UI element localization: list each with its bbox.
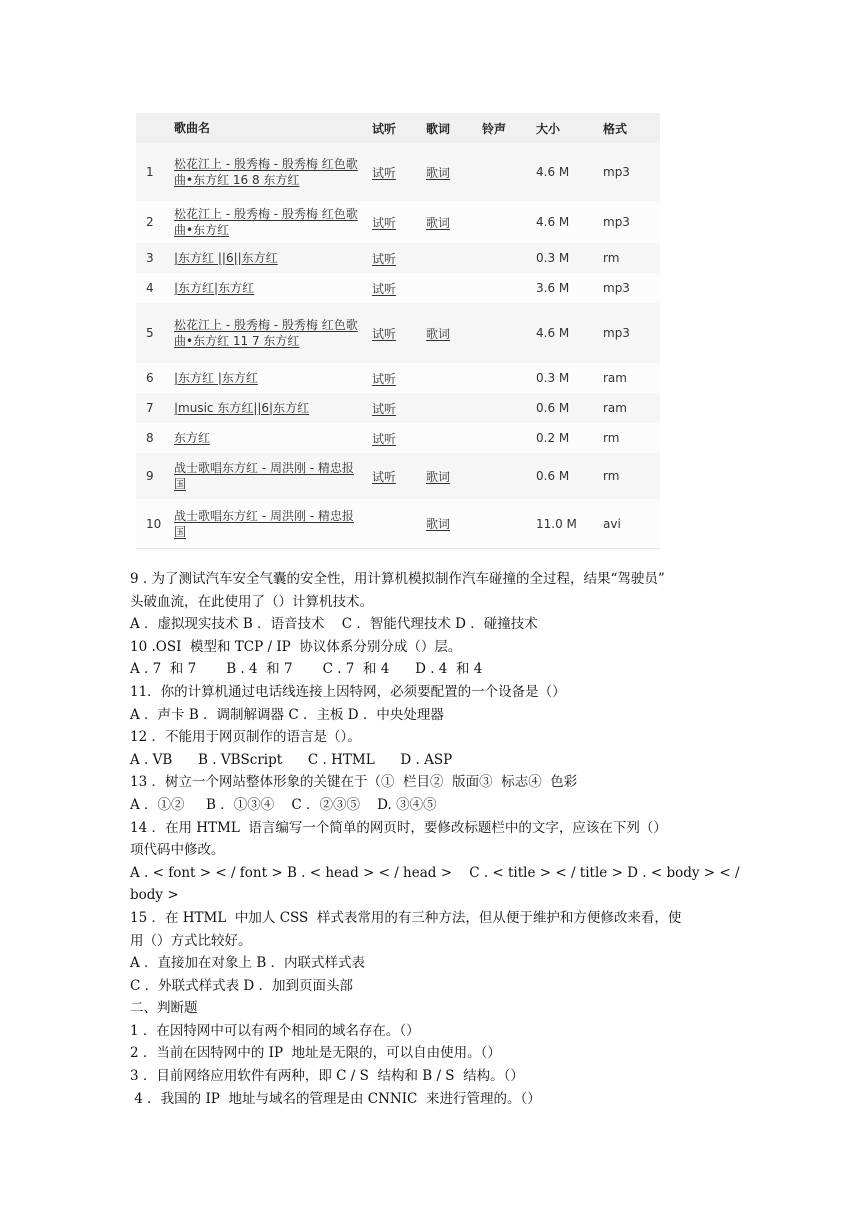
- ringtone-cell: [482, 393, 522, 423]
- lyrics-link[interactable]: [426, 143, 470, 201]
- text-line: A ．直接加在对象上 B ．内联式样式表: [130, 955, 366, 972]
- header-ringtone: 铃声: [482, 121, 507, 136]
- format-cell: rm: [603, 251, 620, 265]
- header-format: 格式: [603, 121, 628, 136]
- format-cell: ram: [603, 371, 627, 385]
- listen-link[interactable]: [372, 393, 416, 423]
- ringtone-cell: [482, 423, 522, 453]
- table-row: [136, 423, 660, 454]
- ringtone-cell: [482, 363, 522, 393]
- header-size: 大小: [536, 121, 561, 136]
- song-name-link-text[interactable]: |music 东方红||6|东方红: [174, 401, 310, 415]
- text-line: A . 7 和 7 B . 4 和 7 C . 7 和 4 D . 4 和 4: [130, 661, 483, 678]
- song-name-link-text[interactable]: 战士歌唱东方红 - 周洪刚 - 精忠报国: [174, 461, 354, 491]
- header-listen: 试听: [372, 121, 397, 136]
- song-name-link[interactable]: [174, 143, 360, 201]
- song-name-link[interactable]: [174, 363, 360, 393]
- size-cell: 0.3 M: [536, 251, 570, 265]
- row-number: 4: [146, 281, 154, 295]
- lyrics-link: [426, 423, 470, 453]
- text-line: 头破血流，在此使用了（）计算机技术。: [130, 593, 373, 610]
- text-line: 项代码中修改。: [130, 842, 225, 859]
- lyrics-link-text[interactable]: 歌词: [426, 517, 451, 531]
- ringtone-cell: [482, 143, 522, 201]
- table-row: [136, 143, 660, 202]
- listen-link[interactable]: [372, 273, 416, 303]
- listen-link[interactable]: [372, 243, 416, 273]
- song-name-link[interactable]: [174, 201, 360, 243]
- table-header: [136, 113, 660, 144]
- row-number: 8: [146, 431, 154, 445]
- row-number: 1: [146, 165, 154, 179]
- text-line: A ．①② B ．①③④ C ．②③⑤ D. ③④⑤: [130, 796, 437, 813]
- size-cell: 0.6 M: [536, 401, 570, 415]
- lyrics-link-text[interactable]: 歌词: [426, 469, 451, 484]
- song-name-link[interactable]: [174, 393, 360, 423]
- table-row: [136, 201, 660, 244]
- size-cell: 0.2 M: [536, 431, 570, 445]
- listen-link-text[interactable]: 试听: [372, 431, 397, 446]
- listen-link[interactable]: [372, 143, 416, 201]
- header-name: 歌曲名: [174, 121, 211, 135]
- ringtone-cell: [482, 303, 522, 363]
- size-cell: 0.3 M: [536, 371, 570, 385]
- text-line: A . VB B . VBScript C . HTML D . ASP: [130, 751, 453, 768]
- listen-link-text[interactable]: 试听: [372, 165, 397, 180]
- lyrics-link-text[interactable]: 歌词: [426, 326, 451, 341]
- text-line: 1 ．在因特网中可以有两个相同的域名存在。（）: [130, 1022, 420, 1039]
- size-cell: 4.6 M: [536, 165, 570, 179]
- document-text: [130, 568, 750, 1110]
- text-line: 9 . 为了测试汽车安全气囊的安全性，用计算机模拟制作汽车碰撞的全过程，结果“驾驶员”: [130, 571, 665, 587]
- text-line: 4 ．我国的 IP 地址与域名的管理是由 CNNIC 来进行管理的。（）: [130, 1090, 541, 1107]
- format-cell: avi: [603, 516, 621, 531]
- text-line: A . < font > < / font > B . < head > < / head > C . < title > < / title > D . < body > < / body >: [130, 864, 744, 904]
- lyrics-link[interactable]: [426, 453, 470, 499]
- ringtone-cell: [482, 499, 522, 548]
- song-name-link[interactable]: [174, 303, 360, 363]
- ringtone-cell: [482, 453, 522, 499]
- listen-link-text[interactable]: 试听: [372, 469, 397, 484]
- song-name-link-text[interactable]: 松花江上 - 殷秀梅 - 殷秀梅 红色歌曲•东方红: [174, 207, 358, 237]
- text-line: C ．外联式样式表 D ．加到页面头部: [130, 977, 354, 994]
- listen-link-text[interactable]: 试听: [372, 281, 397, 296]
- table-row: [136, 393, 660, 424]
- text-line: 13 ．树立一个网站整体形象的关键在于（① 栏目② 版面③ 标志④ 色彩: [130, 774, 578, 791]
- lyrics-link[interactable]: [426, 303, 470, 363]
- ringtone-cell: [482, 201, 522, 243]
- format-cell: rm: [603, 431, 620, 445]
- song-name-link[interactable]: [174, 273, 360, 303]
- song-name-link[interactable]: [174, 243, 360, 273]
- song-name-link-text[interactable]: 东方红: [174, 431, 211, 445]
- listen-link[interactable]: [372, 303, 416, 363]
- table-row: [136, 499, 660, 549]
- song-name-link-text[interactable]: |东方红|东方红: [174, 281, 255, 295]
- lyrics-link[interactable]: [426, 499, 470, 548]
- song-table: [136, 113, 660, 548]
- format-cell: ram: [603, 401, 627, 415]
- listen-link[interactable]: [372, 363, 416, 393]
- row-number: 7: [146, 401, 154, 415]
- size-cell: 11.0 M: [536, 516, 577, 531]
- format-cell: mp3: [603, 165, 630, 179]
- song-name-link[interactable]: [174, 453, 360, 499]
- listen-link-text[interactable]: 试听: [372, 215, 397, 230]
- text-line: 3 ．目前网络应用软件有两种，即 C / S 结构和 B / S 结构。（）: [130, 1068, 524, 1085]
- format-cell: mp3: [603, 326, 630, 340]
- size-cell: 4.6 M: [536, 215, 570, 229]
- section-heading: 二、判断题: [130, 1000, 198, 1017]
- song-name-link[interactable]: [174, 499, 360, 548]
- ringtone-cell: [482, 273, 522, 303]
- text-line: 10 .OSI 模型和 TCP / IP 协议体系分别分成（）层。: [130, 638, 462, 655]
- lyrics-link-text[interactable]: 歌词: [426, 215, 451, 230]
- row-number: 3: [146, 251, 154, 265]
- listen-link-text[interactable]: 试听: [372, 401, 397, 416]
- table-row: [136, 363, 660, 394]
- song-name-link-text[interactable]: 松花江上 - 殷秀梅 - 殷秀梅 红色歌曲•东方红 11 7 东方红: [174, 318, 358, 348]
- header-lyrics: 歌词: [426, 121, 451, 136]
- lyrics-link: [426, 363, 470, 393]
- lyrics-link[interactable]: [426, 201, 470, 243]
- row-number: 5: [146, 326, 154, 340]
- ringtone-cell: [482, 243, 522, 273]
- text-line: 12 ．不能用于网页制作的语言是（）。: [130, 729, 361, 746]
- song-name-link-text[interactable]: |东方红 |东方红: [174, 371, 258, 385]
- table-row: [136, 303, 660, 364]
- listen-link-text[interactable]: 试听: [372, 326, 397, 341]
- text-line: A ．声卡 B ．调制解调器 C ．主板 D ．中央处理器: [130, 706, 444, 723]
- listen-link: [372, 499, 416, 548]
- song-name-link-text[interactable]: 战士歌唱东方红 - 周洪刚 - 精忠报国: [174, 508, 354, 539]
- text-line: 2 ．当前在因特网中的 IP 地址是无限的，可以自由使用。（）: [130, 1045, 501, 1062]
- text-line: 11．你的计算机通过电话线连接上因特网，必须要配置的一个设备是（）: [130, 683, 566, 700]
- listen-link[interactable]: [372, 453, 416, 499]
- song-name-link-text[interactable]: 松花江上 - 殷秀梅 - 殷秀梅 红色歌曲•东方红 16 8 东方红: [174, 157, 358, 187]
- text-line: 14 ．在用 HTML 语言编写一个简单的网页时，要修改标题栏中的文字，应该在下列（）: [130, 819, 667, 836]
- table-row: [136, 243, 660, 274]
- listen-link-text[interactable]: 试听: [372, 371, 397, 386]
- lyrics-link: [426, 393, 470, 423]
- row-number: 10: [146, 516, 162, 531]
- row-number: 2: [146, 215, 154, 229]
- size-cell: 3.6 M: [536, 281, 570, 295]
- listen-link-text[interactable]: 试听: [372, 251, 397, 266]
- size-cell: 4.6 M: [536, 326, 570, 340]
- song-name-link[interactable]: [174, 423, 360, 453]
- text-line: A ．虚拟现实技术 B ．语音技术 C ．智能代理技术 D ．碰撞技术: [130, 616, 538, 633]
- song-name-link-text[interactable]: |东方红 ||6||东方红: [174, 251, 278, 265]
- lyrics-link: [426, 273, 470, 303]
- lyrics-link-text[interactable]: 歌词: [426, 165, 451, 180]
- size-cell: 0.6 M: [536, 469, 570, 483]
- lyrics-link: [426, 243, 470, 273]
- text-line: 用（）方式比较好。: [130, 932, 252, 949]
- format-cell: mp3: [603, 281, 630, 295]
- table-row: [136, 273, 660, 304]
- format-cell: mp3: [603, 215, 630, 229]
- table-row: [136, 453, 660, 500]
- listen-link[interactable]: [372, 201, 416, 243]
- row-number: 9: [146, 469, 154, 483]
- format-cell: rm: [603, 469, 620, 483]
- text-line: 15 ．在 HTML 中加人 CSS 样式表常用的有三种方法，但从便于维护和方便修改来看，使: [130, 909, 682, 926]
- row-number: 6: [146, 371, 154, 385]
- listen-link[interactable]: [372, 423, 416, 453]
